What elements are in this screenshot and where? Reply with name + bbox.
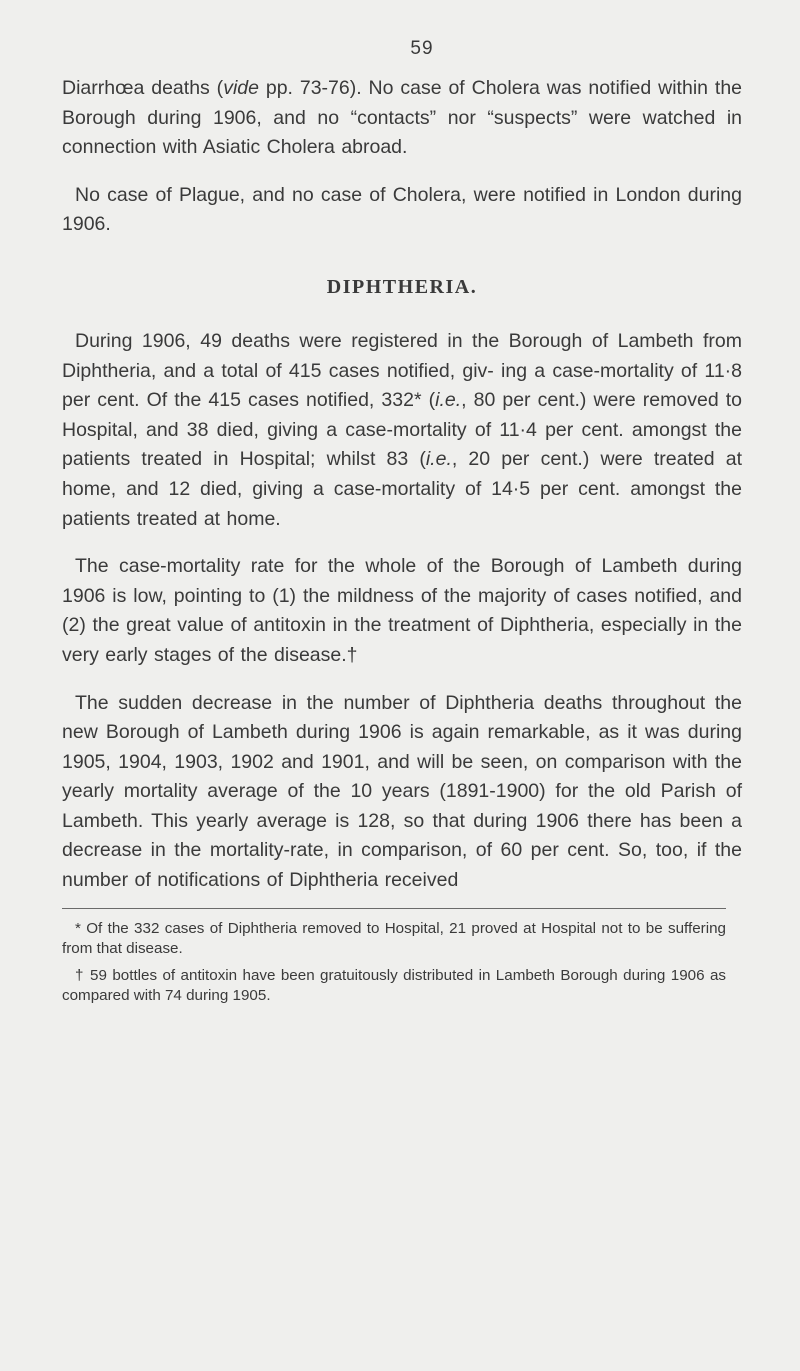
footnote-divider (62, 908, 726, 909)
text-run: pp. 73-76). No case of Cholera was notified within the Borough during 1906, and no “contacts” nor “suspects” were watched in connection with Asiatic Cholera abroad. (62, 77, 743, 159)
section-heading-diphtheria: DIPHTHERIA. (326, 275, 478, 298)
paragraph-case-mortality: The case-mortality rate for the whole of the Borough of Lambeth during 1906 is low, pointing to (1) the mildness of the majority of cases notified, and (2) the great value of antitoxin in the treatment of Diphtheria, especially in the very early stages of the disease.† (62, 555, 742, 666)
paragraph-diarrhoea (62, 74, 742, 163)
text-run: , 80 per cent.) were removed to Hospital, and 38 died, giving a case-mortality of 11·4 per cent. amongst the patients treated in Hospital; whilst 83 ( (62, 389, 742, 471)
text-run: Diarrhœa deaths ( (62, 77, 224, 99)
footnote-antitoxin: † 59 bottles of antitoxin have been gratuitously distributed in Lambeth Borough during 1906 as compared with 74 during 1905. (62, 966, 726, 1005)
paragraph-diphtheria-stats (62, 327, 742, 534)
italic-vide: vide (223, 77, 259, 99)
text-run: During 1906, 49 deaths were registered in the Borough of Lambeth from Diphtheria, and a total of 415 cases notified, giv- ing a case-mortality of 11·8 per cent. Of the 415 cases notified, 332* ( (62, 329, 742, 412)
text-run: , 20 per cent.) were treated at home, and 12 died, giving a case-mortality of 14·5 per cent. amongst the patients treated at home. (62, 448, 742, 530)
paragraph-plague: No case of Plague, and no case of Cholera, were notified in London during 1906. (62, 183, 742, 236)
italic-ie: i.e. (435, 389, 462, 412)
italic-ie: i.e. (425, 448, 452, 471)
paragraph-sudden-decrease: The sudden decrease in the number of Diphtheria deaths throughout the new Borough of Lambeth during 1906 is again remarkable, as it was during 1905, 1904, 1903, 1902 and 1901, and will be seen, on comparison with the yearly mortality average of the 10 years (1891-1900) for the old Parish of Lambeth. This yearly average is 128, so that during 1906 there has been a decrease in the mortality-rate, in comparison, of 60 per cent. So, too, if the number of notifications of Diphtheria received (62, 691, 742, 892)
footnote-hospital: * Of the 332 cases of Diphtheria removed to Hospital, 21 proved at Hospital not to be suffering from that disease. (62, 919, 726, 958)
page-number: 59 (410, 38, 434, 59)
document-page (62, 38, 742, 1013)
